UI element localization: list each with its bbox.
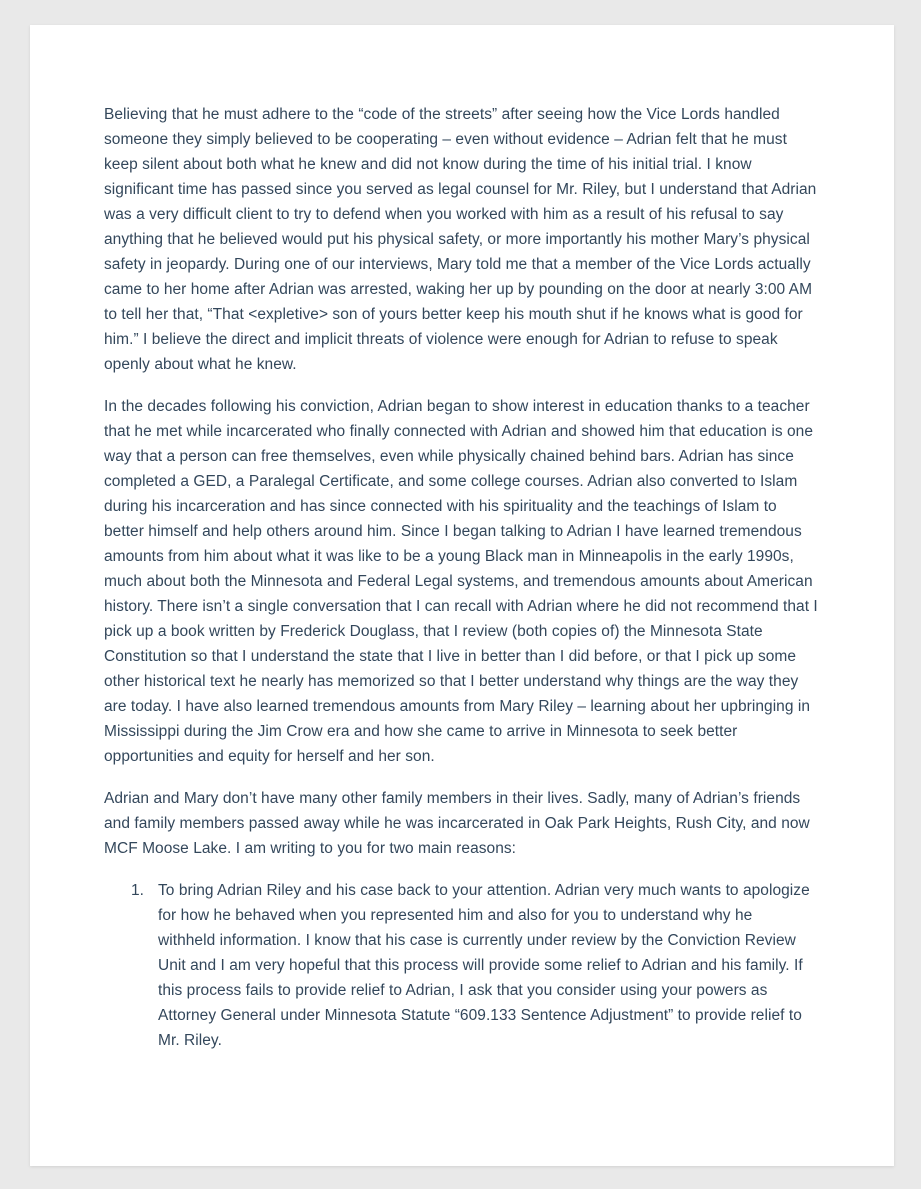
list-item <box>104 878 820 1053</box>
letter-body <box>30 25 894 1053</box>
paragraph-code-of-streets: Believing that he must adhere to the “code of the streets” after seeing how the Vice Lords handled someone they simply believed to be cooperating – even without evidence – Adrian felt that he must keep silent about both what he knew and did not know during the time of his initial trial. I know significant time has passed since you served as legal counsel for Mr. Riley, but I understand that Adrian was a very difficult client to try to defend when you worked with him as a result of his refusal to say anything that he believed would put his physical safety, or more importantly his mother Mary’s physical safety in jeopardy. During one of our interviews, Mary told me that a member of the Vice Lords actually came to her home after Adrian was arrested, waking her up by pounding on the door at nearly 3:00 AM to tell her that, “That <expletive> son of yours better keep his mouth shut if he knows what is good for him.” I believe the direct and implicit threats of violence were enough for Adrian to refuse to speak openly about what he knew. <box>104 106 817 373</box>
document-page <box>30 25 894 1166</box>
list-item-text: To bring Adrian Riley and his case back to your attention. Adrian very much wants to apologize for how he behaved when you represented him and also for you to understand why he withheld information. I know that his case is currently under review by the Conviction Review Unit and I am very hopeful that this process will provide some relief to Adrian and his family. If this process fails to provide relief to Adrian, I ask that you consider using your powers as Attorney General under Minnesota Statute “609.133 Sentence Adjustment” to provide relief to Mr. Riley. <box>158 882 810 1049</box>
list-item-number: 1. <box>131 882 145 899</box>
paragraph-family-and-reasons: Adrian and Mary don’t have many other family members in their lives. Sadly, many of Adrian’s friends and family members passed away while he was incarcerated in Oak Park Heights, Rush City, and now MCF Moose Lake. I am writing to you for two main reasons: <box>104 790 810 857</box>
paragraph-education-and-learning: In the decades following his conviction, Adrian began to show interest in education thanks to a teacher that he met while incarcerated who finally connected with Adrian and showed him that education is one way that a person can free themselves, even while physically chained behind bars. Adrian has since completed a GED, a Paralegal Certificate, and some college courses. Adrian also converted to Islam during his incarceration and has since connected with his spirituality and the teachings of Islam to better himself and help others around him. Since I began talking to Adrian I have learned tremendous amounts from him about what it was like to be a young Black man in Minneapolis in the early 1990s, much about both the Minnesota and Federal Legal systems, and tremendous amounts about American history. There isn’t a single conversation that I can recall with Adrian where he did not recommend that I pick up a book written by Frederick Douglass, that I review (both copies of) the Minnesota State Constitution so that I understand the state that I live in better than I did before, or that I pick up some other historical text he nearly has memorized so that I better understand why things are the way they are today. I have also learned tremendous amounts from Mary Riley – learning about her upbringing in Mississippi during the Jim Crow era and how she came to arrive in Minnesota to seek better opportunities and equity for herself and her son. <box>104 398 818 765</box>
reasons-list <box>104 878 820 1053</box>
